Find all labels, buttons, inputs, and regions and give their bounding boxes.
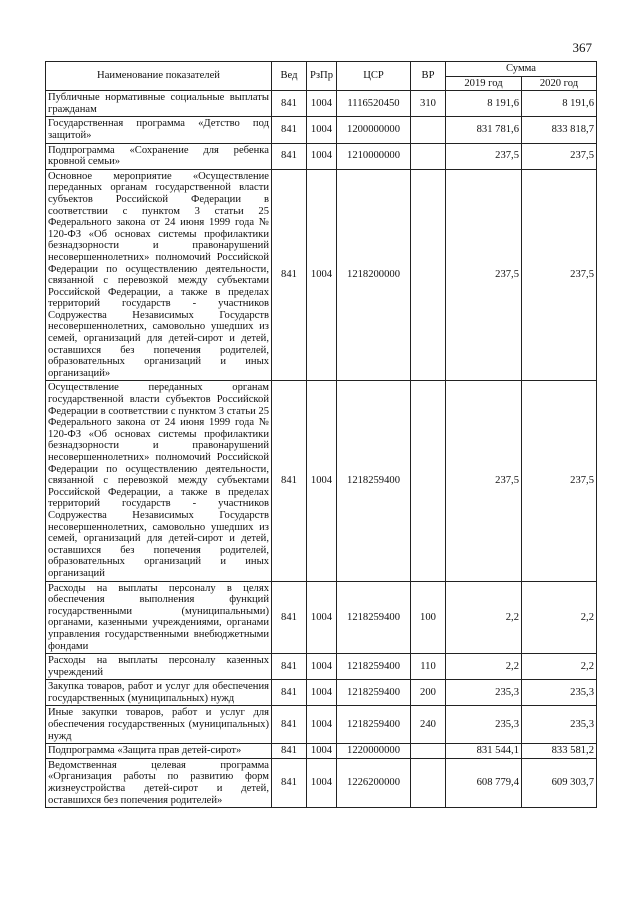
table-row (46, 706, 597, 744)
row-name: Закупка товаров, работ и услуг для обеспечения государственных (муниципальных) нужд (46, 680, 272, 706)
row-ved: 841 (272, 680, 307, 706)
row-name: Расходы на выплаты персоналу казенных учреждений (46, 654, 272, 680)
row-rzpr: 1004 (307, 91, 337, 117)
header-csr: ЦСР (337, 62, 411, 91)
header-2020: 2020 год (522, 76, 597, 91)
row-ved: 841 (272, 91, 307, 117)
table-row (46, 744, 597, 759)
row-ved: 841 (272, 117, 307, 143)
row-name: Расходы на выплаты персоналу в целях обеспечения выполнения функций государственными (муниципальными) органами, казенными учреждениями, органами управления государственными внебюджетными фондами (46, 581, 272, 654)
row-csr: 1226200000 (337, 758, 411, 807)
row-vr (411, 143, 446, 169)
row-sum-2020: 2,2 (522, 654, 597, 680)
row-csr: 1220000000 (337, 744, 411, 759)
table-row (46, 117, 597, 143)
page-number: 367 (572, 40, 592, 55)
row-csr: 1218259400 (337, 581, 411, 654)
row-ved: 841 (272, 581, 307, 654)
row-vr (411, 381, 446, 581)
row-ved: 841 (272, 706, 307, 744)
table-row (46, 758, 597, 807)
row-csr: 1116520450 (337, 91, 411, 117)
row-sum-2019: 237,5 (446, 169, 522, 381)
row-csr: 1218259400 (337, 381, 411, 581)
row-sum-2019: 235,3 (446, 680, 522, 706)
row-name: Публичные нормативные социальные выплаты гражданам (46, 91, 272, 117)
row-ved: 841 (272, 654, 307, 680)
row-name: Государственная программа «Детство под защитой» (46, 117, 272, 143)
row-name: Иные закупки товаров, работ и услуг для обеспечения государственных (муниципальных) нужд (46, 706, 272, 744)
row-name: Подпрограмма «Сохранение для ребенка кровной семьи» (46, 143, 272, 169)
row-vr: 110 (411, 654, 446, 680)
row-rzpr: 1004 (307, 169, 337, 381)
row-sum-2019: 237,5 (446, 381, 522, 581)
row-sum-2019: 608 779,4 (446, 758, 522, 807)
table-row (46, 169, 597, 381)
row-csr: 1210000000 (337, 143, 411, 169)
row-vr: 100 (411, 581, 446, 654)
row-sum-2020: 833 581,2 (522, 744, 597, 759)
header-sum: Сумма (446, 62, 597, 77)
row-csr: 1218259400 (337, 706, 411, 744)
row-sum-2020: 235,3 (522, 680, 597, 706)
row-rzpr: 1004 (307, 744, 337, 759)
row-rzpr: 1004 (307, 117, 337, 143)
row-csr: 1200000000 (337, 117, 411, 143)
row-rzpr: 1004 (307, 680, 337, 706)
row-csr: 1218259400 (337, 654, 411, 680)
row-vr (411, 758, 446, 807)
row-vr: 200 (411, 680, 446, 706)
table-row (46, 680, 597, 706)
row-name: Основное мероприятие «Осуществление переданных органам государственной власти субъектов Российской Федерации в соответствии с пунктом 3 статьи 25 Федерального закона от 24 июня 1999 года № 120-ФЗ «Об основах системы профилактики безнадзорности и правонарушений несовершеннолетних» полномочий Российской Федерации по осуществлению деятельности, связанной с перевозкой между субъектами Российской Федерации, а также в пределах территорий государств - участников Содружества Независимых Государств несовершеннолетних, самовольно ушедших из семей, организаций для детей-сирот и детей, оставшихся без попечения родителей, образовательных организаций и иных организаций» (46, 169, 272, 381)
row-rzpr: 1004 (307, 654, 337, 680)
header-2019: 2019 год (446, 76, 522, 91)
row-sum-2020: 237,5 (522, 381, 597, 581)
table-row (46, 381, 597, 581)
row-name: Ведомственная целевая программа «Организация работы по развитию форм жизнеустройства детей-сирот и детей, оставшихся без попечения родителей» (46, 758, 272, 807)
row-csr: 1218259400 (337, 680, 411, 706)
row-sum-2019: 8 191,6 (446, 91, 522, 117)
budget-table (45, 61, 597, 808)
row-sum-2020: 237,5 (522, 169, 597, 381)
row-rzpr: 1004 (307, 758, 337, 807)
table-row (46, 654, 597, 680)
row-vr (411, 117, 446, 143)
row-rzpr: 1004 (307, 143, 337, 169)
row-ved: 841 (272, 758, 307, 807)
table-row (46, 143, 597, 169)
table-row (46, 581, 597, 654)
row-vr (411, 169, 446, 381)
row-sum-2019: 831 544,1 (446, 744, 522, 759)
row-name: Осуществление переданных органам государственной власти субъектов Российской Федерации в соответствии с пунктом 3 статьи 25 Федерального закона от 24 июня 1999 года № 120-ФЗ «Об основах системы профилактики безнадзорности и правонарушений несовершеннолетних» полномочий Российской Федерации по осуществлению деятельности, связанной с перевозкой между субъектами Российской Федерации, а также в пределах территорий государств - участников Содружества Независимых Государств несовершеннолетних, самовольно ушедших из семей, организаций для детей-сирот и детей, оставшихся без попечения родителей, образовательных организаций и иных организаций (46, 381, 272, 581)
row-sum-2020: 8 191,6 (522, 91, 597, 117)
row-rzpr: 1004 (307, 706, 337, 744)
row-vr (411, 744, 446, 759)
row-ved: 841 (272, 143, 307, 169)
row-name: Подпрограмма «Защита прав детей-сирот» (46, 744, 272, 759)
row-sum-2020: 2,2 (522, 581, 597, 654)
row-ved: 841 (272, 169, 307, 381)
row-sum-2020: 609 303,7 (522, 758, 597, 807)
row-sum-2020: 237,5 (522, 143, 597, 169)
header-rzpr: РзПр (307, 62, 337, 91)
row-vr: 310 (411, 91, 446, 117)
row-sum-2019: 2,2 (446, 581, 522, 654)
header-ved: Вед (272, 62, 307, 91)
table-row (46, 91, 597, 117)
row-rzpr: 1004 (307, 581, 337, 654)
row-sum-2019: 831 781,6 (446, 117, 522, 143)
row-sum-2019: 2,2 (446, 654, 522, 680)
row-sum-2020: 235,3 (522, 706, 597, 744)
table-body (46, 91, 597, 808)
row-vr: 240 (411, 706, 446, 744)
header-vr: ВР (411, 62, 446, 91)
row-rzpr: 1004 (307, 381, 337, 581)
row-csr: 1218200000 (337, 169, 411, 381)
row-sum-2019: 237,5 (446, 143, 522, 169)
row-ved: 841 (272, 381, 307, 581)
row-sum-2019: 235,3 (446, 706, 522, 744)
row-sum-2020: 833 818,7 (522, 117, 597, 143)
header-name: Наименование показателей (46, 62, 272, 91)
row-ved: 841 (272, 744, 307, 759)
